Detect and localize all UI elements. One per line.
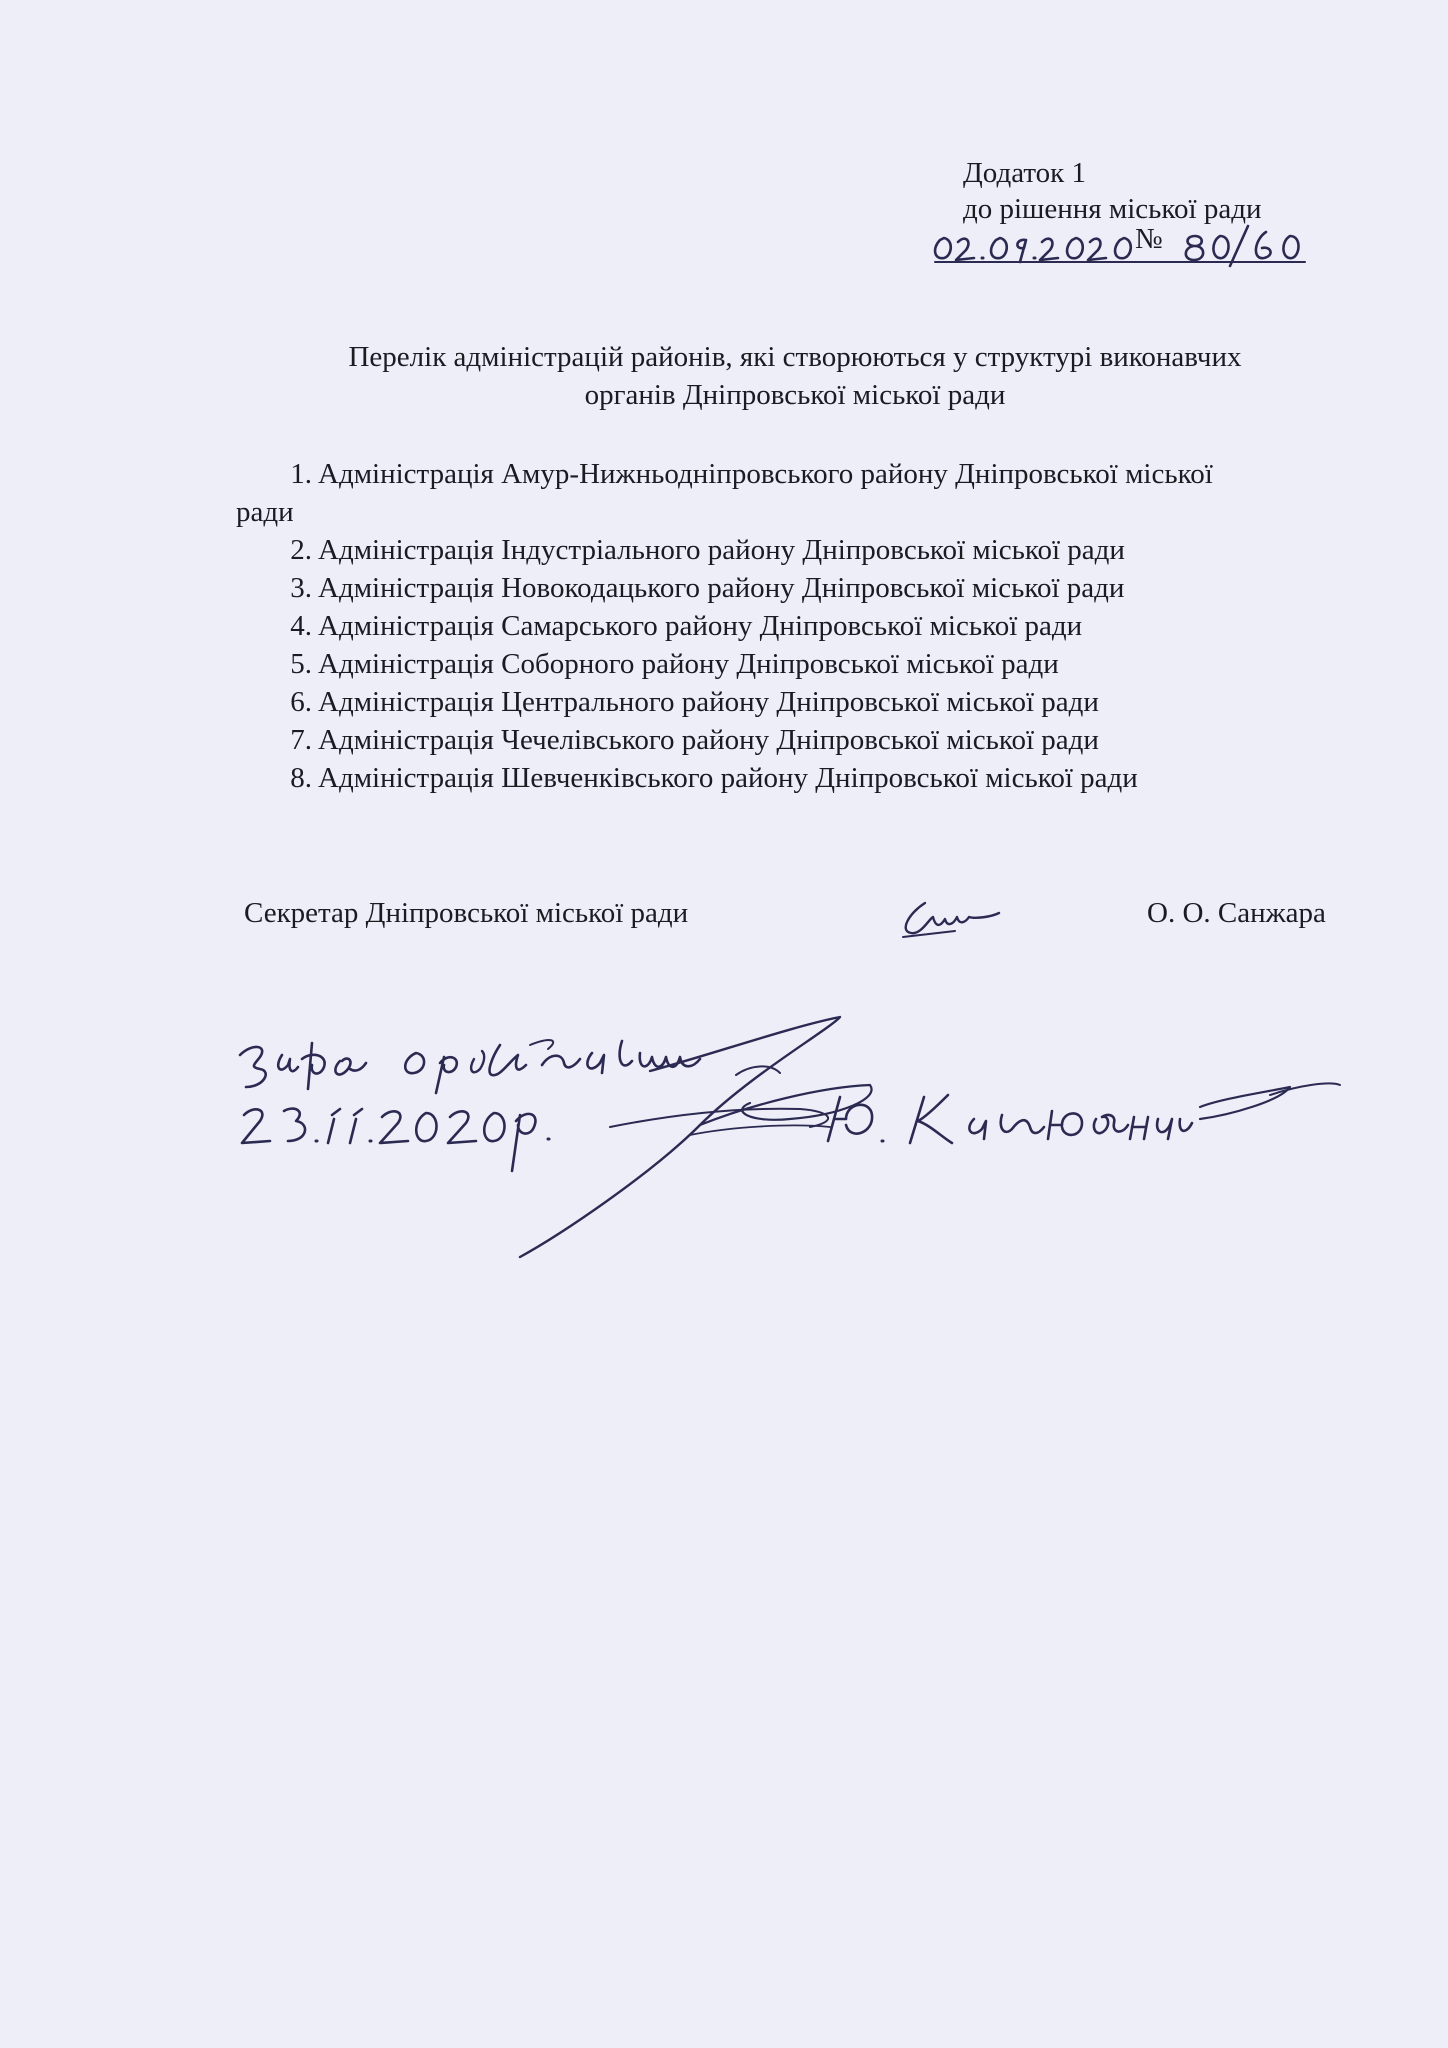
list-item-text: Адміністрація Шевченківського району Дніпровської міської ради [318,762,1138,794]
list-item-number: 7. [290,724,312,756]
list-item [236,645,1396,683]
title-line-1: Перелік адміністрацій районів, які створюються у структурі виконавчих [348,341,1242,373]
list-item-text: Адміністрація Центрального району Дніпровської міської ради [318,686,1099,718]
list-item [236,721,1396,759]
document-title [230,338,1360,414]
list-item-text: Адміністрація Самарського району Дніпровської міської ради [318,610,1083,642]
number-sign: № [1135,223,1163,255]
list-item-number: 5. [290,648,312,680]
list-item [236,759,1396,797]
signatory-role: Секретар Дніпровської міської ради [244,897,689,929]
administrations-list [236,455,1396,797]
appendix-label: Додаток 1 [963,157,1086,189]
list-item [236,683,1396,721]
list-item-text-continuation: ради [236,496,294,528]
list-item-number: 4. [290,610,312,642]
list-item-number: 6. [290,686,312,718]
list-item-number: 8. [290,762,312,794]
list-item-text: Адміністрація Чечелівського району Дніпровської міської ради [318,724,1099,756]
list-item-text: Адміністрація Соборного району Дніпровської міської ради [318,648,1059,680]
list-item [236,569,1396,607]
list-item-number: 2. [290,534,312,566]
title-line-2: органів Дніпровської міської ради [584,379,1006,411]
list-item [236,455,1396,531]
list-item-number: 1. [290,458,312,490]
appendix-decision-ref: до рішення міської ради [963,193,1262,225]
list-item [236,531,1396,569]
list-item-text: Адміністрація Амур-Нижньодніпровського району Дніпровської міської [318,458,1213,490]
appendix-header [963,155,1261,227]
list-item-text: Адміністрація Новокодацького району Дніпровської міської ради [318,572,1125,604]
list-item-text: Адміністрація Індустріального району Дніпровської міської ради [318,534,1125,566]
signatory-name: О. О. Санжара [1147,897,1326,929]
handwritten-decision-date-number [930,218,1310,268]
list-item-number: 3. [290,572,312,604]
list-item [236,607,1396,645]
secretary-signature [895,895,1005,945]
handwritten-certification-stamp [230,1015,1350,1275]
